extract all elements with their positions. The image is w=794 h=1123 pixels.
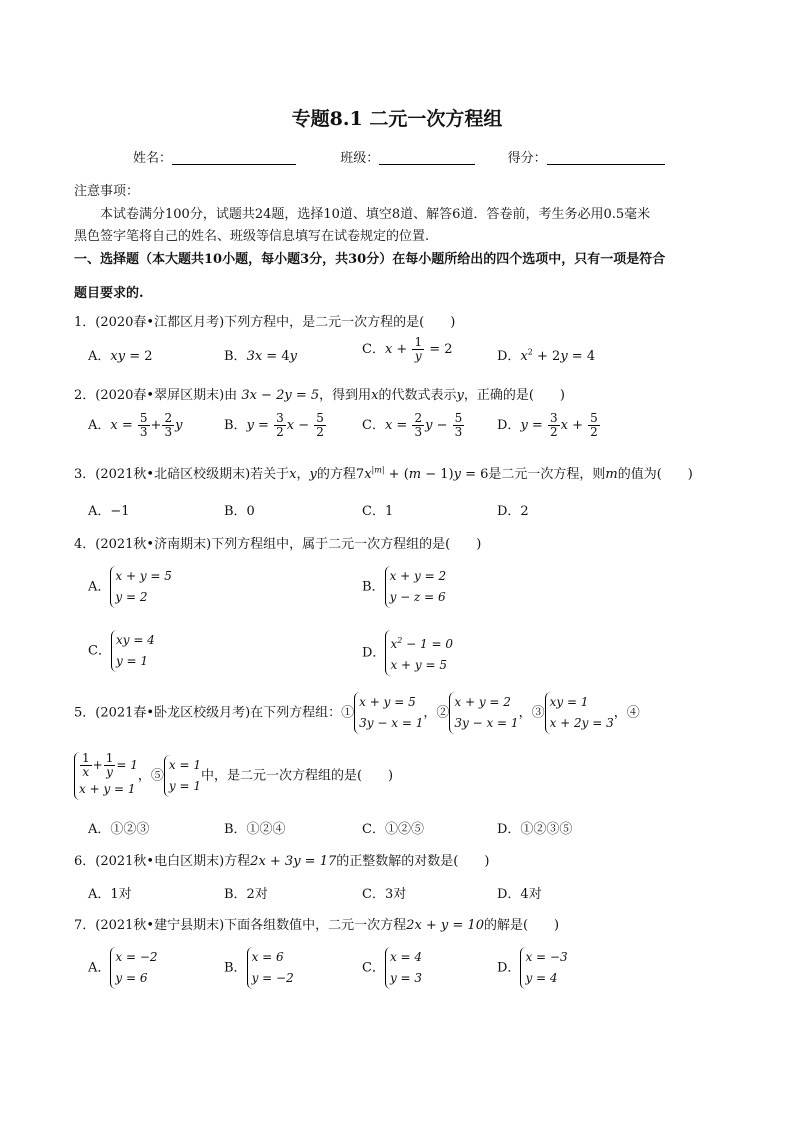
q1-option-a[interactable]: A．xy = 2 (88, 349, 153, 364)
q7-option-d[interactable]: D． x = −3 y = 4 (497, 947, 568, 989)
q3-option-b[interactable]: B．0 (224, 504, 255, 519)
q3-option-c[interactable]: C．1 (362, 504, 394, 519)
q1-option-d[interactable]: D．$x^2 + 2y = 4$ (497, 347, 596, 364)
q3-option-a[interactable]: A．−1 (88, 504, 130, 519)
question-4-stem: 4．(2021秋•济南期末)下列方程组中，属于二元一次方程组的是( ) (74, 537, 482, 552)
q4-option-c[interactable]: C． xy = 4 y = 1 (88, 630, 155, 672)
q7-option-a[interactable]: A． x = −2 y = 6 (88, 947, 158, 989)
score-label: 得分： (507, 151, 547, 166)
question-1-stem: 1．(2020春•江都区月考)下列方程中，是二元一次方程的是( ) (74, 315, 456, 330)
question-3-stem: 3．(2021秋•北碚区校级期末)若关于x，y的方程$7x^{|m|} + (m - 1)y = 6$是二元一次方程，则m的值为( ) (74, 465, 693, 482)
q6-option-a[interactable]: A．1对 (88, 887, 132, 902)
q5-option-c[interactable]: C．①②⑤ (362, 822, 424, 837)
q2-option-a[interactable]: A．x = $\frac{5}{3}$ + $\frac{2}{3}$ y (88, 411, 183, 439)
question-5-stem-line-2: $\frac{1}{x}$ + $\frac{1}{y}$ = 1 x + y = 1 ，⑤ x = 1 y = 1 中，是二元一次方程组的是( ) (74, 752, 393, 800)
question-5-stem-line-1: 5．(2021春•卧龙区校级月考)在下列方程组：① x + y = 5 3y − x = 1 ，② x + y = 2 3y − x = 1 ，③ xy = 1 x + 2y = 3 ，④ (74, 692, 640, 734)
notice-line-2: 黑色签字笔将自己的姓名、班级等信息填写在试卷规定的位置. (74, 229, 430, 244)
q6-option-c[interactable]: C．3对 (362, 887, 407, 902)
q2-option-d[interactable]: D．y = $\frac{3}{2}$ x + $\frac{5}{2}$ (497, 411, 598, 439)
q1-option-b[interactable]: B．3x = 4y (224, 349, 297, 364)
question-6-stem: 6．(2021秋•电白区期末)方程2x + 3y = 17的正整数解的对数是( ) (74, 854, 490, 869)
q6-option-d[interactable]: D．4对 (497, 887, 542, 902)
q6-option-b[interactable]: B．2对 (224, 887, 268, 902)
q2-option-b[interactable]: B．y = $\frac{3}{2}$ x − $\frac{5}{2}$ (224, 411, 324, 439)
score-field[interactable] (547, 150, 665, 165)
name-field[interactable] (172, 150, 296, 165)
q3-option-d[interactable]: D．2 (497, 504, 529, 519)
q5-option-a[interactable]: A．①②③ (88, 822, 150, 837)
q7-option-b[interactable]: B． x = 6 y = −2 (224, 947, 294, 989)
q1-option-c[interactable]: C．x + $\frac{1}{y}$ = 2 (362, 335, 453, 363)
q2-option-c[interactable]: C．x = $\frac{2}{3}$ y − $\frac{5}{3}$ (362, 411, 463, 439)
class-label: 班级： (340, 151, 380, 166)
q4-option-b[interactable]: B． x + y = 2 y − z = 6 (362, 566, 446, 608)
q4-option-d[interactable]: D． $x^2 - 1 = 0$ x + y = 5 (362, 630, 453, 676)
section-heading-line-1: 一、选择题（本大题共10小题，每小题3分，共30分）在每小题所给出的四个选项中，只有一项是符合 (74, 252, 666, 267)
notice-title: 注意事项： (74, 184, 140, 199)
page-title: 专题8.1 二元一次方程组 (291, 108, 503, 130)
name-label: 姓名： (133, 151, 173, 166)
section-heading-line-2: 题目要求的. (74, 286, 144, 301)
question-7-stem: 7．(2021秋•建宁县期末)下面各组数值中，二元一次方程2x + y = 10的解是( ) (74, 918, 560, 933)
q4-option-a[interactable]: A． x + y = 5 y = 2 (88, 566, 172, 608)
q5-option-d[interactable]: D．①②③⑤ (497, 822, 573, 837)
q7-option-c[interactable]: C． x = 4 y = 3 (362, 947, 422, 989)
notice-line-1: 本试卷满分100分，试题共24题，选择10道、填空8道、解答6道．答卷前，考生务必用0.5毫米 (100, 207, 651, 222)
q5-option-b[interactable]: B．①②④ (224, 822, 286, 837)
class-field[interactable] (379, 150, 475, 165)
student-info-row (133, 147, 665, 166)
question-2-stem: 2．(2020春•翠屏区期末)由 3x − 2y = 5，得到用x的代数式表示y，正确的是( ) (74, 388, 566, 403)
